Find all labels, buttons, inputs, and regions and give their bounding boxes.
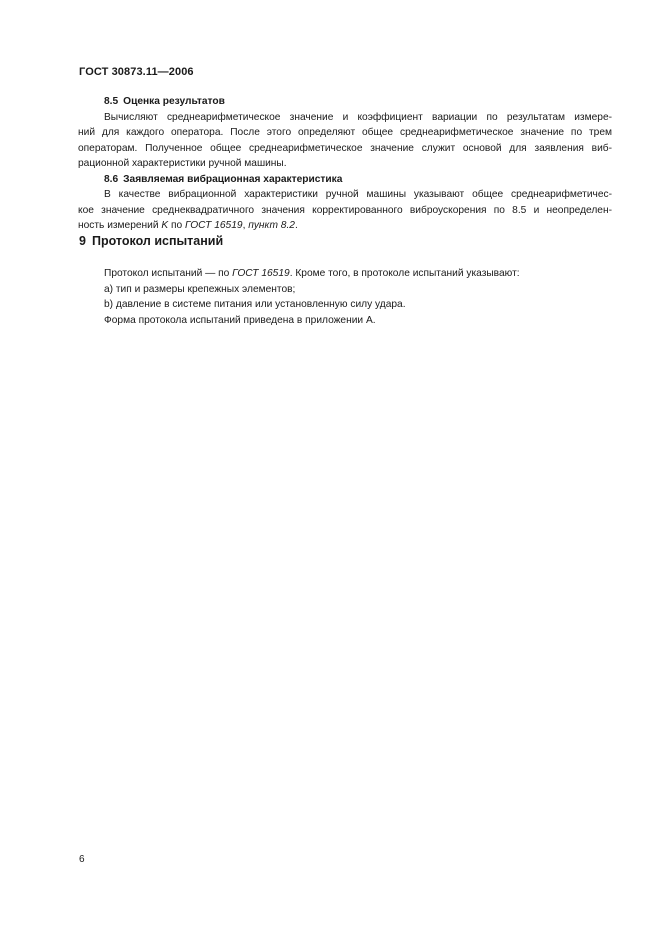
section-8-6-title: Заявляемая вибрационная характеристика: [123, 173, 343, 185]
section-8-6-line-2: кое значение среднеквадратичного значения корректированного виброускорения по 8.5 и неопределен-: [78, 204, 612, 216]
list-item-a: a) тип и размеры крепежных элементов;: [104, 283, 296, 295]
section-8-6-text-a: ность измерений: [78, 220, 162, 231]
section-8-content: [78, 94, 612, 234]
section-8-5-line-4: рационной характеристики ручной машины.: [78, 158, 287, 169]
section-8-5-paragraph: [78, 110, 612, 172]
section-8-6-line-3: [78, 218, 612, 234]
document-header: ГОСТ 30873.11—2006: [79, 66, 194, 78]
section-9-number: 9: [79, 234, 86, 248]
section-8-5-line-3: операторам. Полученное общее среднеарифметическое значение служит основой для заявления виб-: [78, 142, 612, 154]
standard-clause-reference: пункт 8.2: [248, 220, 295, 231]
page-number: 6: [79, 854, 85, 865]
standard-reference: ГОСТ 16519: [185, 220, 243, 231]
section-9-intro-b: . Кроме того, в протоколе испытаний указывают:: [289, 268, 520, 279]
section-8-5-number: 8.5: [104, 96, 119, 107]
section-9-intro: [104, 266, 612, 282]
section-8-6: [78, 172, 612, 234]
section-8-6-paragraph: [78, 187, 612, 234]
section-8-5: [78, 94, 612, 172]
uncertainty-symbol: K: [161, 220, 169, 231]
section-8-5-heading: [104, 94, 612, 110]
section-8-6-text-c: ,: [242, 220, 249, 231]
section-9-content: [104, 266, 612, 328]
section-8-6-line-1: В качестве вибрационной характеристики ручной машины указывают общее среднеарифметичес-: [104, 189, 612, 200]
section-9-intro-a: Протокол испытаний — по: [104, 268, 233, 279]
protocol-standard-reference: ГОСТ 16519: [232, 268, 290, 279]
section-9-title: Протокол испытаний: [91, 234, 224, 248]
section-8-5-line-1: Вычисляют среднеарифметическое значение и коэффициент вариации по результатам измере-: [104, 111, 612, 123]
section-8-5-title: Оценка результатов: [123, 96, 225, 107]
list-item-b: b) давление в системе питания или установленную силу удара.: [104, 299, 406, 310]
section-8-6-text-d: .: [294, 220, 298, 231]
section-8-6-number: 8.6: [104, 173, 119, 185]
section-8-5-line-2: ний для каждого оператора. После этого определяют общее среднеарифметическое значение по трем: [78, 127, 612, 138]
section-8-6-text-b: по: [168, 220, 186, 231]
section-9-heading: [79, 234, 223, 248]
section-9-closing: Форма протокола испытаний приведена в приложении А.: [104, 314, 376, 326]
section-8-6-heading: [104, 172, 612, 188]
